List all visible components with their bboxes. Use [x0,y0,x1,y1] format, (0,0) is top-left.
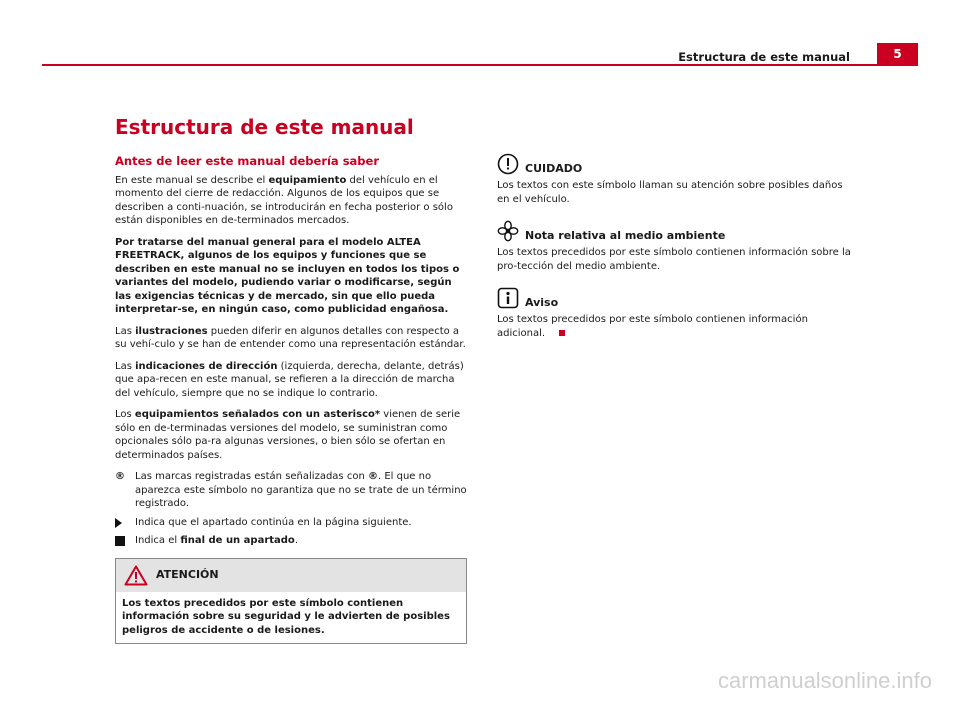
warning-triangle-icon [124,565,148,586]
right-column [497,153,857,354]
paragraph-asterisco: Los equipamientos señalados con un asterisco* vienen de serie sólo en de-terminadas versiones del modelo, se suministran como opcionales sólo pa-ra algunas versiones, o bien sólo se ofertan en determinados países. [115,409,461,461]
square-icon [115,536,125,546]
symbol-legend-registered: ® Las marcas registradas están señalizadas con ®. El que no aparezca este símbolo no garantiza que no se trate de un término registrado. [115,471,467,509]
arrow-right-icon [115,518,122,528]
page-title: Estructura de este manual [115,115,414,139]
atencion-title: ATENCIÓN [156,568,219,582]
registered-icon: ® [115,471,125,482]
aviso-body: Los textos precedidos por este símbolo contienen información adicional. [497,314,808,339]
page-number: 5 [877,43,918,66]
section-subheading: Antes de leer este manual debería saber [115,154,380,168]
header-rule [42,64,918,66]
medio-ambiente-notice [497,220,857,273]
cuidado-notice [497,153,857,206]
left-column [115,155,467,644]
cuidado-body: Los textos con este símbolo llaman su atención sobre posibles daños en el vehículo. [497,180,843,205]
paragraph-equipamiento: En este manual se describe el equipamiento del vehículo en el momento del cierre de redacción. Algunos de los equipos que se describen a conti-nuación, se introducirán en fecha posterior o sólo están disponibles en de-terminados mercados. [115,174,453,226]
aviso-notice [497,287,857,340]
atencion-box [115,558,467,645]
paragraph-ilustraciones: Las ilustraciones pueden diferir en algunos detalles con respecto a su vehí-culo y se han de entender como una representación estándar. [115,325,466,350]
medio-ambiente-title: Nota relativa al medio ambiente [525,228,726,242]
running-header-title: Estructura de este manual [678,50,850,64]
end-of-section-icon [559,330,565,336]
medio-ambiente-body: Los textos precedidos por este símbolo contienen información sobre la pro-tección del medio ambiente. [497,247,851,272]
symbol-legend-end: Indica el final de un apartado. [115,534,467,548]
exclamation-circle-icon [497,153,519,175]
paragraph-direccion: Las indicaciones de dirección (izquierda, derecha, delante, detrás) que apa-recen en este manual, se refieren a la dirección de marcha del vehículo, siempre que no se indique lo contrario. [115,360,464,399]
watermark: carmanualsonline.info [717,668,932,693]
cuidado-title: CUIDADO [525,161,583,175]
info-icon [497,287,519,309]
atencion-body: Los textos precedidos por este símbolo contienen información sobre su seguridad y le advierten de posibles peligros de accidente o de lesiones. [122,597,450,636]
flower-icon [497,220,519,242]
symbol-legend-continues: Indica que el apartado continúa en la página siguiente. [115,516,467,530]
paragraph-disclaimer: Por tratarse del manual general para el modelo ALTEA FREETRACK, algunos de los equipos y funciones que se describen en este manual no se incluyen en todos los tipos o variantes del modelo, pudiendo variar o modificarse, según las exigencias técnicas y de mercado, sin que ello pueda interpretar-se, en ningún caso, como publicidad engañosa. [115,236,460,315]
aviso-title: Aviso [525,295,559,309]
